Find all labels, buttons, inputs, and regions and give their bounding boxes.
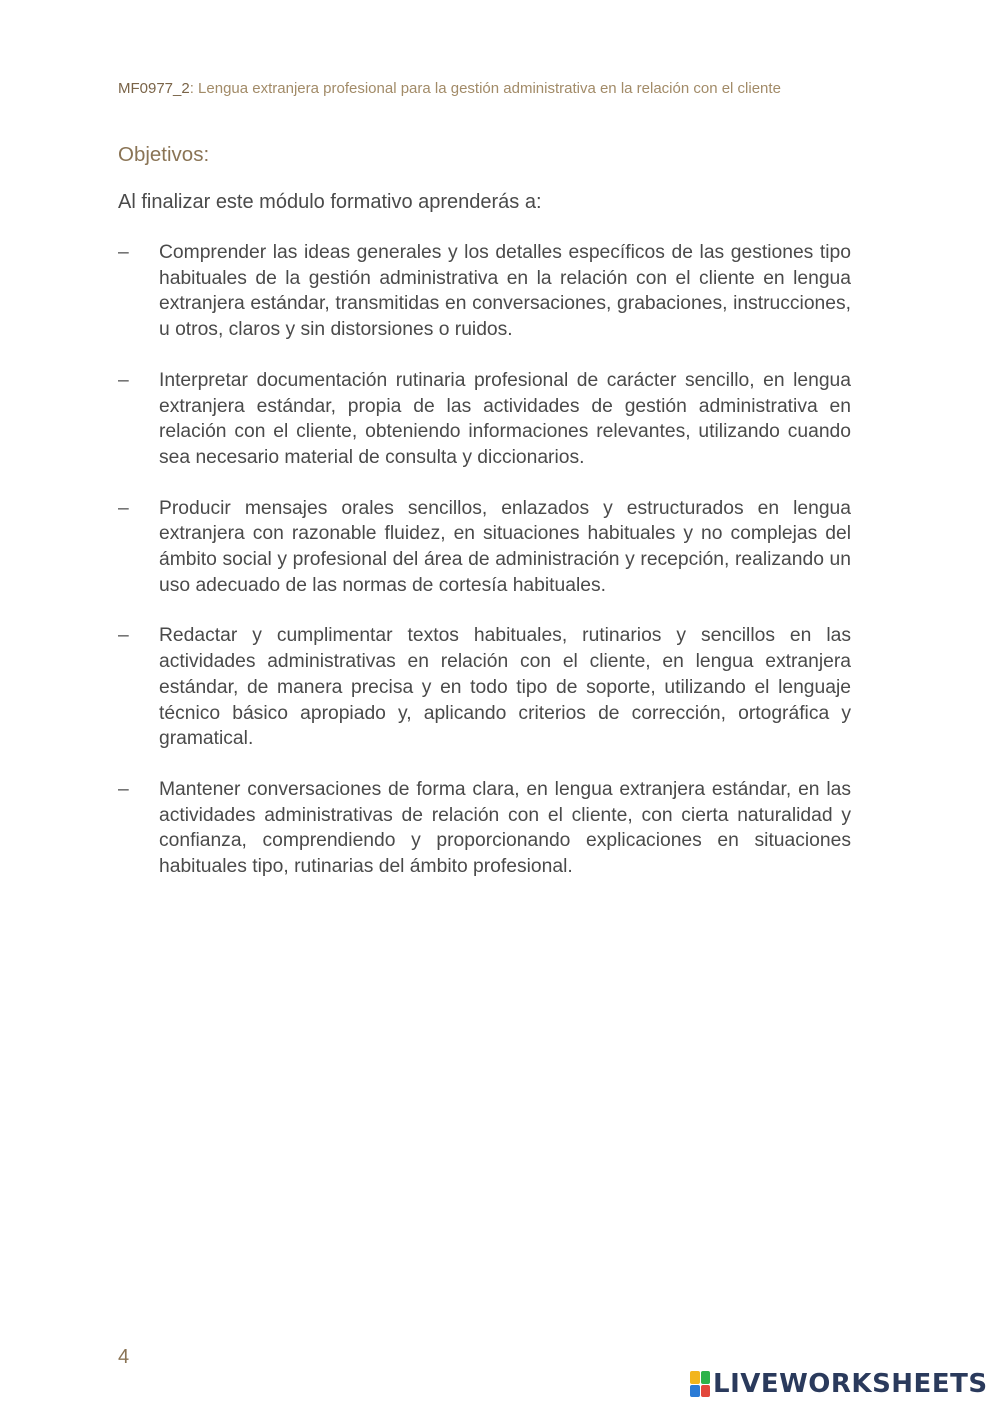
list-item-text: Mantener conversaciones de forma clara, en lengua extranjera estándar, en las actividades administrativas de relación con el cliente, con cierta naturalidad y confianza, comprendiendo y proporcionando explicaciones en situaciones habituales tipo, rutinarias del ámbito profesional. <box>159 778 851 878</box>
list-item-text: Interpretar documentación rutinaria profesional de carácter sencillo, en lengua extranjera estándar, propia de las actividades de gestión administrativa en relación con el cliente, obteniendo informaciones relevantes, utilizando cuando sea necesario material de consulta y diccionarios. <box>159 369 851 468</box>
list-dash: – <box>118 625 129 647</box>
list-dash: – <box>118 778 129 800</box>
section-title: Objetivos: <box>118 143 210 166</box>
brand-watermark[interactable] <box>690 1369 988 1399</box>
logo-square-icon <box>701 1385 711 1398</box>
module-title: : Lengua extranjera profesional para la gestión administrativa en la relación con el cliente <box>189 80 781 97</box>
objectives-list <box>118 240 851 905</box>
list-item <box>118 777 851 880</box>
liveworksheets-logo-icon <box>690 1371 710 1397</box>
list-item <box>118 496 851 599</box>
page-number: 4 <box>118 1346 130 1368</box>
list-item-text: Redactar y cumplimentar textos habituales, rutinarios y sencillos en las actividades administrativas en relación con el cliente, en lengua extranjera estándar, de manera precisa y en todo tipo de soporte, utilizando el lenguaje técnico básico apropiado y, aplicando criterios de corrección, ortográfica y gramatical. <box>159 625 851 750</box>
list-item-text: Comprender las ideas generales y los detalles específicos de las gestiones tipo habituales de la gestión administrativa en la relación con el cliente en lengua extranjera estándar, transmitidas en conversaciones, grabaciones, instrucciones, u otros, claros y sin distorsiones o ruidos. <box>159 242 851 341</box>
section-intro: Al finalizar este módulo formativo aprenderás a: <box>118 191 542 213</box>
brand-name: LIVEWORKSHEETS <box>713 1369 988 1399</box>
logo-square-icon <box>690 1385 700 1398</box>
list-dash: – <box>118 242 129 263</box>
running-header <box>118 80 858 97</box>
list-dash: – <box>118 369 129 391</box>
list-item <box>118 368 851 471</box>
list-dash: – <box>118 497 129 519</box>
list-item-text: Producir mensajes orales sencillos, enlazados y estructurados en lengua extranjera con razonable fluidez, en situaciones habituales y no complejas del ámbito social y profesional del área de administración y recepción, realizando un uso adecuado de las normas de cortesía habituales. <box>159 497 851 596</box>
logo-square-icon <box>690 1371 700 1384</box>
logo-square-icon <box>701 1371 711 1384</box>
list-item <box>118 240 851 343</box>
module-code: MF0977_2 <box>118 80 190 97</box>
list-item <box>118 623 851 752</box>
